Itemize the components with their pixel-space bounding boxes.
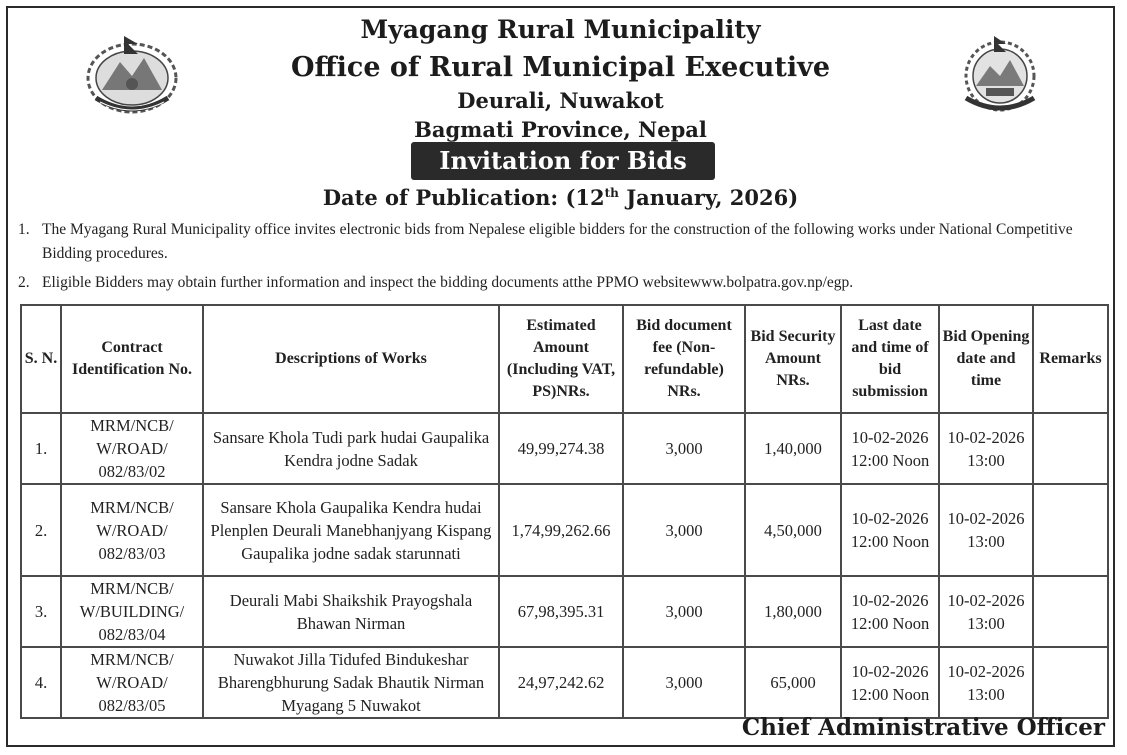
last-date: 10-02-2026 [851, 590, 929, 610]
municipality-name: Myagang Rural Municipality [360, 15, 761, 44]
cell-remarks [1033, 484, 1108, 576]
cell-sn: 1. [21, 413, 61, 484]
col-header-security: Bid Security Amount NRs. [745, 305, 841, 413]
cell-opening [939, 647, 1033, 718]
cell-fee: 3,000 [623, 413, 745, 484]
opening-time: 13:00 [967, 532, 1005, 551]
col-header-sn: S. N. [21, 305, 61, 413]
last-date: 10-02-2026 [851, 661, 929, 681]
cell-amount: 1,74,99,262.66 [499, 484, 623, 576]
cell-opening [939, 413, 1033, 484]
notice-page [6, 6, 1115, 747]
cell-opening [939, 484, 1033, 576]
cell-description: Sansare Khola Gaupalika Kendra hudai Plenplen Deurali Manebhanjyang Kispang Gaupalika jodne sadak starunnati [203, 484, 499, 576]
publication-date-ordinal: th [604, 186, 619, 200]
cell-opening [939, 576, 1033, 647]
cell-contract: MRM/NCB/ W/ROAD/ 082/83/02 [61, 413, 203, 484]
col-header-remarks: Remarks [1033, 305, 1108, 413]
cell-remarks [1033, 576, 1108, 647]
cell-sn: 3. [21, 576, 61, 647]
cell-contract: MRM/NCB/ W/BUILDING/ 082/83/04 [61, 576, 203, 647]
cell-amount: 24,97,242.62 [499, 647, 623, 718]
cell-security: 4,50,000 [745, 484, 841, 576]
table-row [21, 576, 1108, 647]
col-header-last-date: Last date and time of bid submission [841, 305, 939, 413]
publication-date-prefix: Date of Publication: (12 [322, 185, 605, 210]
publication-date-suffix: January, 2026) [618, 185, 799, 210]
cell-security: 1,40,000 [745, 413, 841, 484]
cell-description: Sansare Khola Tudi park hudai Gaupalika Kendra jodne Sadak [203, 413, 499, 484]
cell-fee: 3,000 [623, 484, 745, 576]
opening-time: 13:00 [967, 450, 1005, 470]
paragraph-number: 1. [18, 221, 30, 238]
cell-contract: MRM/NCB/ W/ROAD/ 082/83/03 [61, 484, 203, 576]
paragraph-1 [18, 218, 1105, 266]
col-header-contract: Contract Identification No. [61, 305, 203, 413]
cell-last-date [841, 413, 939, 484]
cell-sn: 2. [21, 484, 61, 576]
paragraph-number: 2. [18, 274, 30, 291]
opening-date: 10-02-2026 [947, 509, 1025, 528]
cell-remarks [1033, 413, 1108, 484]
publication-date [8, 185, 1113, 210]
office-address: Deurali, Nuwakot [457, 88, 664, 113]
opening-date: 10-02-2026 [947, 427, 1025, 447]
table-header-row [21, 305, 1108, 413]
paragraph-text: The Myagang Rural Municipality office invites electronic bids from Nepalese eligible bidders for the construction of the following works under National Competitive Bidding procedures. [42, 221, 1073, 262]
cell-fee: 3,000 [623, 647, 745, 718]
cell-contract: MRM/NCB/ W/ROAD/ 082/83/05 [61, 647, 203, 718]
cell-sn: 4. [21, 647, 61, 718]
col-header-amount: Estimated Amount (Including VAT, PS)NRs. [499, 305, 623, 413]
last-time: 12:00 Noon [850, 450, 930, 470]
table-row [21, 484, 1108, 576]
cell-remarks [1033, 647, 1108, 718]
col-header-fee: Bid document fee (Non-refundable) NRs. [623, 305, 745, 413]
cell-amount: 67,98,395.31 [499, 576, 623, 647]
opening-time: 13:00 [967, 613, 1005, 633]
cell-description: Nuwakot Jilla Tidufed Bindukeshar Bharengbhurung Sadak Bhautik Nirman Myagang 5 Nuwakot [203, 647, 499, 718]
cell-last-date [841, 576, 939, 647]
opening-time: 13:00 [967, 684, 1005, 704]
notice-title-banner: Invitation for Bids [411, 142, 715, 180]
col-header-opening: Bid Opening date and time [939, 305, 1033, 413]
last-time: 12:00 Noon [850, 684, 930, 704]
col-header-description: Descriptions of Works [203, 305, 499, 413]
last-date: 10-02-2026 [851, 427, 929, 447]
cell-amount: 49,99,274.38 [499, 413, 623, 484]
paragraph-2 [18, 271, 1105, 295]
cell-last-date [841, 647, 939, 718]
office-name: Office of Rural Municipal Executive [290, 52, 831, 83]
province-line: Bagmati Province, Nepal [414, 117, 707, 142]
last-time: 12:00 Noon [850, 532, 930, 551]
signatory: Chief Administrative Officer [741, 714, 1105, 741]
opening-date: 10-02-2026 [947, 590, 1025, 610]
bids-table [20, 304, 1109, 719]
cell-description: Deurali Mabi Shaikshik Prayogshala Bhawan Nirman [203, 576, 499, 647]
cell-security: 65,000 [745, 647, 841, 718]
cell-security: 1,80,000 [745, 576, 841, 647]
cell-fee: 3,000 [623, 576, 745, 647]
paragraph-text: Eligible Bidders may obtain further information and inspect the bidding documents atthe PPMO websitewww.bolpatra.gov.np/egp. [42, 274, 854, 291]
last-time: 12:00 Noon [850, 613, 930, 633]
last-date: 10-02-2026 [851, 509, 929, 528]
cell-last-date [841, 484, 939, 576]
opening-date: 10-02-2026 [947, 661, 1025, 681]
table-row [21, 647, 1108, 718]
table-row [21, 413, 1108, 484]
